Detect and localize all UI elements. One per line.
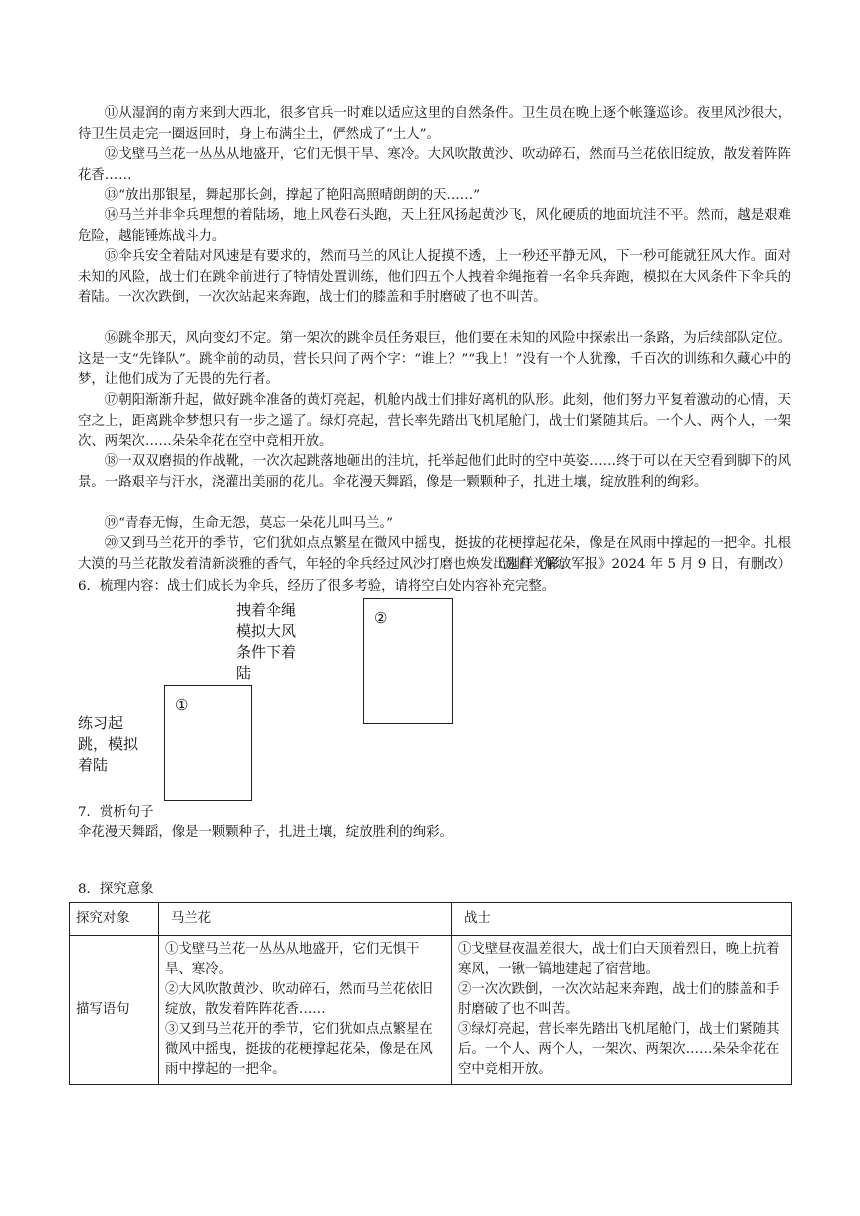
paragraph-12: ⑫戈壁马兰花一丛丛从地盛开，它们无惧干旱、寒冷。大风吹散黄沙、吹动碎石，然而马兰花依旧绽放，散发着阵阵花香…… xyxy=(78,147,791,183)
paragraph-18: ⑱一双双磨损的作战靴，一次次起跳落地砸出的洼坑，托举起他们此时的空中英姿……终于可以在天空看到脚下的风景。一路艰辛与汗水，浇灌出美丽的花儿。伞花漫天舞蹈，像是一颗颗种子，扎进土壤，绽放胜利的绚彩。 xyxy=(78,454,791,490)
answer-box-2[interactable] xyxy=(363,598,453,724)
header-soldiers: 战士 xyxy=(452,903,792,936)
flow-step1-label: 练习起跳，模拟着陆 xyxy=(78,714,139,774)
q7-sentence: 伞花漫天舞蹈，像是一颗颗种子，扎进土壤，绽放胜利的绚彩。 xyxy=(78,825,453,840)
malan-sentences-cell xyxy=(159,936,452,1085)
malan-sentence-2: ②大风吹散黄沙、吹动碎石，然而马兰花依旧绽放，散发着阵阵花香…… xyxy=(165,982,433,1017)
paragraph-14: ⑭马兰并非伞兵理想的着陆场，地上风卷石头跑，天上狂风扬起黄沙飞，风化硬质的地面坑洼不平。然而，越是艰难危险，越能锤炼战斗力。 xyxy=(78,208,791,244)
answer-box-1-mark: ① xyxy=(175,696,189,714)
paragraph-13: ⑬“放出那银星，舞起那长剑，撑起了艳阳高照晴朗朗的天……” xyxy=(104,188,481,203)
header-malan: 马兰花 xyxy=(159,903,452,936)
q7-title: 7．赏析句子 xyxy=(78,805,154,820)
paragraph-17: ⑰朝阳渐渐升起，做好跳伞准备的黄灯亮起，机舱内战士们排好离机的队形。此刻，他们努力平复着激动的心情，天空之上，距离跳伞梦想只有一步之遥了。绿灯亮起，营长率先踏出飞机尾舱门，战士们紧随其后。一个人、两个人，一架次、两架次……朵朵伞花在空中竞相开放。 xyxy=(78,393,791,449)
paragraph-15: ⑮伞兵安全着陆对风速是有要求的，然而马兰的风让人捉摸不透，上一秒还平静无风，下一秒可能就狂风大作。面对未知的风险，战士们在跳伞前进行了特情处置训练，他们四五个人拽着伞绳拖着一名伞兵奔跑，模拟在大风条件下伞兵的着陆。一次次跌倒，一次次站起来奔跑，战士们的膝盖和手肘磨破了也不叫苦。 xyxy=(78,249,791,305)
soldier-sentence-3: ③绿灯亮起，营长率先踏出飞机尾舱门，战士们紧随其后。一个人、两个人，一架次、两架次……朵朵伞花在空中竞相开放。 xyxy=(458,1022,780,1077)
row-label-description: 描写语句 xyxy=(70,936,159,1085)
malan-sentence-1: ①戈壁马兰花一丛丛从地盛开，它们无惧干旱、寒冷。 xyxy=(165,942,420,977)
table-row xyxy=(70,936,792,1085)
answer-box-2-mark: ② xyxy=(374,609,388,627)
paragraph-11: ⑪从湿润的南方来到大西北，很多官兵一时难以适应这里的自然条件。卫生员在晚上逐个帐篷巡诊。夜里风沙很大，待卫生员走完一圈返回时，身上布满尘土，俨然成了“土人”。 xyxy=(78,106,791,142)
source-note: （选自《解放军报》2024 年 5 月 9 日，有删改） xyxy=(490,557,791,572)
paragraph-20: ⑳又到马兰花开的季节，它们犹如点点繁星在微风中摇曳，挺拔的花梗撑起花朵，像是在风雨中撑起的一把伞。扎根大漠的马兰花散发着清新淡雅的香气，年轻的伞兵经过风沙打磨也焕发出别样光彩。 xyxy=(78,536,791,572)
q8-title: 8．探究意象 xyxy=(78,882,154,897)
malan-sentence-3: ③又到马兰花开的季节，它们犹如点点繁星在微风中摇曳，挺拔的花梗撑起花朵，像是在风雨中撑起的一把伞。 xyxy=(165,1022,433,1077)
answer-box-1[interactable] xyxy=(164,685,252,801)
paragraph-19: ⑲“青春无悔，生命无怨，莫忘一朵花儿叫马兰。” xyxy=(104,516,393,531)
table-header-row xyxy=(70,903,792,936)
soldier-sentence-2: ②一次次跌倒，一次次站起来奔跑，战士们的膝盖和手肘磨破了也不叫苦。 xyxy=(458,982,780,1017)
header-object: 探究对象 xyxy=(70,903,159,936)
imagery-table xyxy=(69,902,792,1085)
soldier-sentences-cell xyxy=(452,936,792,1085)
flow-step2-label: 拽着伞绳模拟大风条件下着陆 xyxy=(236,601,297,682)
paragraph-16: ⑯跳伞那天，风向变幻不定。第一架次的跳伞员任务艰巨，他们要在未知的风险中探索出一条路，为后续部队定位。这是一支“先锋队”。跳伞前的动员，营长只问了两个字：“谁上？”“我上！”没有一个人犹豫，千百次的训练和久藏心中的梦，让他们成为了无畏的先行者。 xyxy=(78,331,791,387)
soldier-sentence-1: ①戈壁昼夜温差很大，战士们白天顶着烈日，晚上抗着寒风，一锹一镐地建起了宿营地。 xyxy=(458,942,780,977)
q6-title: 6．梳理内容：战士们成长为伞兵，经历了很多考验，请将空白处内容补充完整。 xyxy=(78,579,556,594)
